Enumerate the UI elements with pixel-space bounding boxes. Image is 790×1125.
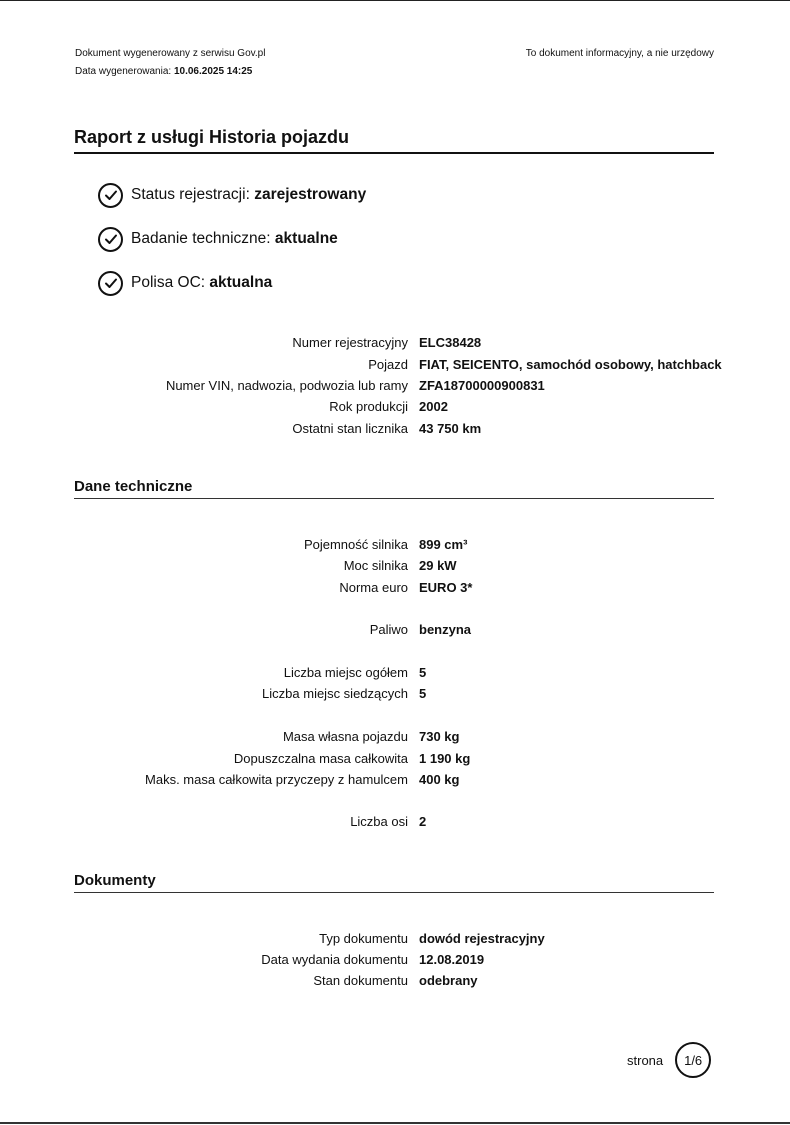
tech-row-engine-power	[0, 555, 790, 576]
tech-row-trailer-weight	[0, 769, 790, 790]
generated-date-value: 10.06.2025 14:25	[173, 66, 253, 77]
page-indicator	[627, 1042, 711, 1078]
field-label: Typ dokumentu	[319, 931, 408, 946]
page-label: strona	[627, 1052, 664, 1068]
vehicle-row-registration	[0, 332, 790, 353]
tech-row-axles	[0, 811, 790, 832]
page-bottom-border	[0, 1122, 790, 1124]
status-value: zarejestrowany	[254, 186, 367, 203]
doc-row-state	[0, 970, 790, 991]
field-value: 43 750 km	[419, 421, 482, 436]
field-value: 5	[419, 686, 427, 701]
page-title: Raport z usługi Historia pojazdu	[74, 127, 714, 154]
field-label: Maks. masa całkowita przyczepy z hamulcem	[145, 772, 408, 787]
tech-row-gross-weight	[0, 748, 790, 769]
field-value: 12.08.2019	[419, 952, 485, 967]
field-value: 2002	[419, 399, 448, 414]
field-label: Stan dokumentu	[313, 973, 408, 988]
section-title-technical: Dane techniczne	[74, 478, 714, 499]
status-inspection	[98, 225, 338, 253]
tech-row-curb-weight	[0, 726, 790, 747]
field-label: Masa własna pojazdu	[282, 729, 408, 744]
section-title-documents: Dokumenty	[74, 872, 714, 893]
doc-row-type	[0, 928, 790, 949]
field-value: 2	[419, 814, 427, 829]
field-label: Liczba osi	[350, 814, 408, 829]
status-value: aktualna	[209, 274, 273, 291]
generated-date-label: Data wygenerowania:	[75, 66, 172, 77]
vehicle-row-vehicle	[0, 354, 790, 375]
vehicle-row-vin	[0, 375, 790, 396]
field-value: FIAT, SEICENTO, samochód osobowy, hatchback	[419, 357, 722, 372]
tech-row-seats-total	[0, 662, 790, 683]
generated-from-text: Dokument wygenerowany z serwisu Gov.pl	[75, 48, 266, 59]
field-value: 899 cm³	[419, 537, 468, 552]
field-value: dowód rejestracyjny	[419, 931, 545, 946]
field-label: Data wydania dokumentu	[261, 952, 408, 967]
field-label: Norma euro	[339, 580, 408, 595]
generated-date-line	[75, 63, 265, 81]
field-label: Numer rejestracyjny	[292, 335, 408, 350]
field-value: benzyna	[419, 622, 472, 637]
check-circle-icon	[98, 227, 123, 252]
field-value: 29 kW	[419, 558, 457, 573]
field-label: Numer VIN, nadwozia, podwozia lub ramy	[165, 378, 408, 393]
field-value: 730 kg	[419, 729, 460, 744]
field-label: Dopuszczalna masa całkowita	[233, 751, 408, 766]
vehicle-row-year	[0, 396, 790, 417]
check-circle-icon	[98, 183, 123, 208]
status-label: Badanie techniczne:	[131, 230, 271, 247]
field-value: EURO 3*	[419, 580, 473, 595]
field-value: ZFA18700000900831	[419, 378, 545, 393]
field-value: ELC38428	[419, 335, 482, 350]
doc-row-issue-date	[0, 949, 790, 970]
field-label: Pojemność silnika	[303, 537, 408, 552]
field-label: Paliwo	[369, 622, 408, 637]
field-label: Liczba miejsc ogółem	[283, 665, 408, 680]
status-value: aktualne	[274, 230, 338, 247]
tech-row-engine-capacity	[0, 534, 790, 555]
field-value: odebrany	[419, 973, 478, 988]
field-label: Ostatni stan licznika	[292, 421, 408, 436]
tech-row-fuel	[0, 619, 790, 640]
status-label: Status rejestracji:	[131, 186, 250, 203]
page-top-border	[0, 0, 790, 1]
vehicle-row-odometer	[0, 418, 790, 439]
field-label: Rok produkcji	[329, 399, 408, 414]
field-value: 5	[419, 665, 427, 680]
status-insurance	[98, 269, 272, 297]
tech-row-seats-sitting	[0, 683, 790, 704]
status-label: Polisa OC:	[131, 274, 206, 291]
field-value: 1 190 kg	[419, 751, 471, 766]
field-label: Pojazd	[368, 357, 408, 372]
tech-row-euro-norm	[0, 577, 790, 598]
page-number-badge: 1/6	[675, 1042, 711, 1078]
check-circle-icon	[98, 271, 123, 296]
field-value: 400 kg	[419, 772, 460, 787]
field-label: Liczba miejsc siedzących	[262, 686, 408, 701]
disclaimer-text: To dokument informacyjny, a nie urzędowy	[525, 48, 714, 59]
field-label: Moc silnika	[343, 558, 408, 573]
status-registration	[98, 181, 366, 209]
generation-info	[75, 45, 265, 81]
